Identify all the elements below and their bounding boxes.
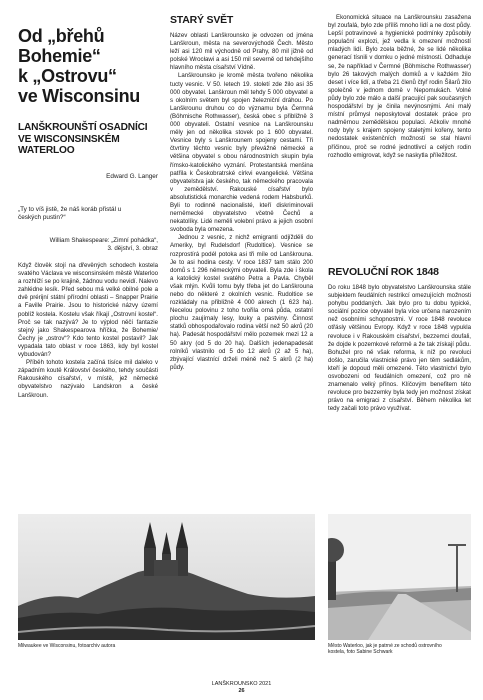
body-paragraph: Lanškrounsko je kromě města tvořeno několika tucty vesnic. V 50. letech 19. století zde žilo asi 35 000 obyvatel. Lanškroun měl tehdy 5 000 obyvatel a s okolním světem byl spojen železniční dráhou. Po Lanškrounu druhou co do významu byla Čermná (Böhmische Rothwasser), česká obec s přibližně 3 000 obyvateli. Ostatní vesnice na Lanškrounsku měly jen od několika stovek po 1 600 obyvatel. Vesnice byly s Lanškrounem spojeny cestami. Tři čtvrtiny těchto vesnic byly převážně německé a většina obyvatel s obou národnostních skupin byla římsko-katolického vyznání. Protestantská menšina patřila k Českobratrské církvi evangelické. Většina obyvatelstva jak českého, tak německého pracovala v zemědělství. Rakouské císařství bylo absolutistická monarchie vedená rodem Habsburků. Byli to rodinně nacionalisté, kteří diskriminovali nerněmecké obyvatelstvo včetně Čechů a nekatolíky. Lidé neměli volební právo a jejich osobní svoboda byla omezena. [170,72,313,234]
body-paragraph: Ekonomická situace na Lanškrounsku zasažena byl zoufalá, bylo zde příliš mnoho lidí a ne dost půdy. Lepší potravinové a hygienické podmínky způsobily populační explozi, jež vedla k omezení možností mladých lidí. Bylo zcela běžné, že se lidé několika generací tísnili v domku o jedné místnosti. Odhaduje se, že například v Čermné (Böhmische Rothwasser) bylo 26 takových malých domků a v každém žilo deset i více lidí, a třeba 21 členů čtyř rodin Šilarů žilo společně v jednom domě v Nepomukách. Volné půdy bylo zde málo a další pracující pak současných hospodářství by je činila nevýnosnými. Ani malý místní průmysl neposkytoval dostatek práce pro nadměrnou zemědělskou populaci. Ačkoliv mnohé rody byly s krajem spojeny staletými kořeny, tento nedostatek existenčních možností se stal hlavní příčinou, proč se rodné jednotlivcí a celých rodin rozhodlo emigrovat, když se naskytla příležitost. [328,14,471,159]
epigraph-text: „Ty to víš jistě, že náš koráb přistál u českých pustin?“ [18,206,122,222]
photo-milwaukee-church [18,514,315,640]
author-block [18,173,158,180]
headline-block [18,26,158,106]
footer-issue: LANŠKROUNSKO 2021 [211,681,272,687]
body-paragraph: Když člověk stojí na dřevěných schodech kostela svatého Václava ve wisconsinském městě Waterloo a rozhlíží se po krajině, žádnou vodu nevidí. Nalevo zahlédne lesík. Před sebou má velké obilné pole a dvě prérijní státní přírodní oblasti – Snapper Prairie a Faville Prairie. Jsou to historické názvy území poblíž kostela. Kostelu však říkají „Ostrovní kostel“. Proč se tak nazývá? Je to výplod něčí fantazie stejný jako Shakespearova hříčka, že Bohemie/Čechy je „ostrov“? Kdo tento kostel postavil? Jak vypadala tato oblast v roce 1863, kdy byl kostel vybudován? [18,262,158,359]
footer-page-number: 26 [238,688,245,694]
section-heading-revolucni-rok: REVOLUČNÍ ROK 1848 [328,266,439,278]
church-photo-image [18,514,315,640]
photo-caption-milwaukee: Milwaukee ve Wisconsinu, fotoarchiv autora [18,643,116,649]
subtitle-block [18,122,158,157]
column-3-lower [328,266,471,414]
column-1-body [18,262,158,400]
article-title-line3: ve Wisconsinu [18,86,140,106]
photo-caption-waterloo-line1: Město Waterloo, jak je patrné ze schodů ostrovního [328,643,442,649]
body-paragraph: Jednou z vesnic, z nichž emigranti odjížděli do Ameriky, byl Rudelsdorf (Rudoltice). Vesnice se rozprostírá podél potoka asi tři míle od Lanškrouna. Je to asi hodina cesty. V roce 1837 tam stálo 200 domů s 1 296 německými obyvateli. Byla zde i škola a katolický kostel svatého Petra a Pavla. Chyběl však mlýn. Kvůli tomu byly třeba jet do Lanškrouna nebo do některé z okolních vesnic. Rudoltice se rozkládaly na přibližně 4 000 akrech (1 623 ha). Necelou polovinu z toho tvořila orná půda, ostatní plochu zaujímaly lesy, louky a pastviny. Činnost statků obhospodařovalo rodina větší než 50 akrů (20 ha). Padesát hospodářství mělo pozemek mezi 12 a 50 akry (od 5 do 20 ha). Dalších jedenapadesát rolníků vlastnilo od 5 do 12 akrů (2 až 5 ha), zbývající vlastnící drželi méně než 5 akrů (2 ha) půdy. [170,234,313,371]
article-title-line2: k „Ostrovu“ [18,66,117,86]
epigraph-source-line1: William Shakespeare: „Zimní pohádka“, [49,236,158,244]
body-paragraph: Do roku 1848 bylo obyvatelstvo Lanškrounska stále subjektem feudálních restrikcí omezujících možnosti pohybu poddaných. Jak bylo pro tu dobu typické, sociální pozice obyvatel byla více určena narozením než osobními schopnostmi. V roce 1848 revoluce otřásly většinou Evropy. Když v roce 1848 vypukla revoluce i v Rakouském císařství, bezzemci doufali, že dojde k pozemkové reformě a že tak získají půdu. Bohužel pro ně však reforma, k níž po revoluci došlo, zaručila vlastnické právo jen těm sedlákům, kteří je dopoud měli omezené. Této vlastnictví bylo osvobozeni od feudálních omezení, což pro ně znamenalo velký přínos. Klíčovým benefitem této revoluce pro bezzemky byla tedy jen možnost získat právo na emigraci z císařství. Během několika let tedy začali toto právo využívat. [328,284,471,413]
article-subtitle: LANŠKROUNŠTÍ OSADNÍCI VE WISCONSINSKÉM WATERLOO [18,122,148,156]
section-heading-stary-svet: STARÝ SVĚT [170,14,234,26]
column-3 [328,14,471,160]
landscape-photo-image [328,514,471,640]
epigraph-source-line2: 3. dějství, 3. obraz [107,244,158,252]
article-title-line1: Od „břehů Bohemie“ [18,26,105,66]
article-author: Edward G. Langer [106,173,158,180]
body-paragraph: Název oblasti Lanškrounsko je odvozen od jména Lanškroun, města na severovýchodě Čech. Město leží asi 120 mil východně od Prahy, 80 mil jižně od polské Wrocławi a asi 150 mil severně od tehdejšího hlavního města císařství Vídně. [170,32,313,72]
photo-caption-waterloo-line2: kostela, foto Sabine Schwark [328,649,393,655]
body-paragraph: Příběh tohoto kostela začíná tisíce mil daleko v západním koutě Království českého, tehdy součásti Rakouského císařství, v místě, jež německé obyvatelstvo nazývalo Landskron a české Lanškroun. [18,359,158,399]
epigraph [18,206,158,253]
photo-waterloo-landscape [328,514,471,640]
column-2 [170,14,313,372]
